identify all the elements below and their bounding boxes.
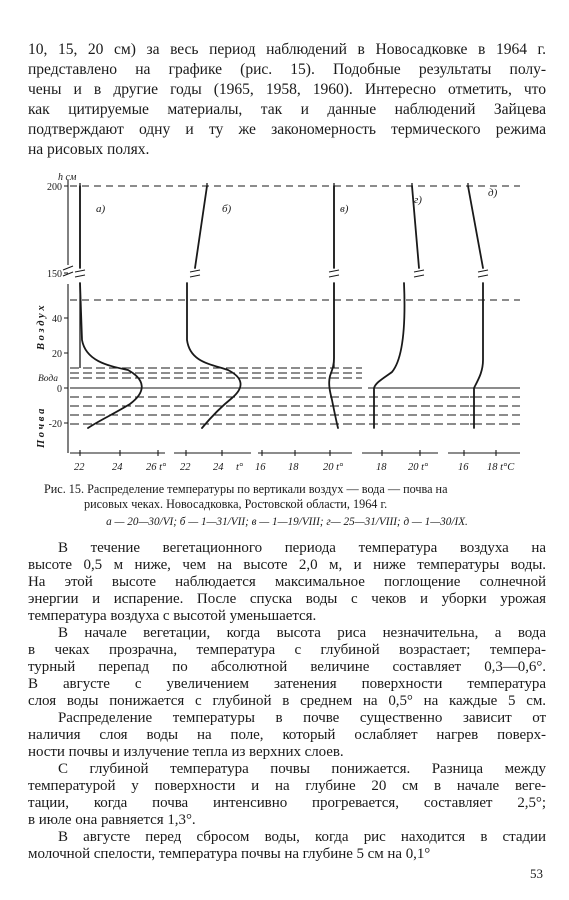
caption-line: рисовых чеках. Новосадковка, Ростовской области, 1964 г. xyxy=(84,497,388,511)
text-line: С глубиной температура почвы понижается. Разница между xyxy=(58,761,546,777)
x-tick-label: 18 t°С xyxy=(487,462,515,473)
panel-reference-lines xyxy=(80,183,468,368)
text-line: молочной спелости, температура почвы на глубине 5 см на 0,1° xyxy=(28,846,431,862)
text-line: температурой у поверхности и на глубине 20 см в начале веге- xyxy=(28,778,546,794)
text-line: тации, когда почва интенсивно прогревается, составляет 2,5°; xyxy=(28,795,546,811)
y-tick-label: 40 xyxy=(52,314,62,325)
text-line: представлено на графике (рис. 15). Подобные результаты полу- xyxy=(28,61,546,78)
text-line: наличия слоя воды на поле, который ослабляет нагрев поверх- xyxy=(28,727,546,743)
y-tick-label: 150 xyxy=(47,269,62,280)
text-line: ности почвы и излучение тепла из верхних слоев. xyxy=(28,744,344,760)
soil-axis-label: П о ч в а xyxy=(36,408,47,448)
x-tick-label: 16 xyxy=(255,462,266,473)
text-line: температура воздуха с высотой уменьшается. xyxy=(28,608,317,624)
y-tick-label: -20 xyxy=(48,419,62,430)
text-line: чены и в другие годы (1965, 1958, 1960). Интересно отметить, что xyxy=(28,81,546,98)
y-ticks xyxy=(64,186,68,423)
page-number: 53 xyxy=(530,866,543,881)
text-line: Распределение температуры в почве существенно зависит от xyxy=(58,710,546,726)
text-line: В августе перед сбросом воды, когда рис находится в стадии xyxy=(58,829,546,845)
text-line: высоте 0,5 м ниже, чем на высоте 2,0 м, и ниже температуры воды. xyxy=(28,557,546,573)
text-line: В августе с увеличением затенения поверхности температура xyxy=(28,676,546,692)
text-line: слоя воды понижается с глубиной в среднем на 0,5° на каждые 5 см. xyxy=(28,693,546,709)
y-axis-unit-label: h см xyxy=(58,172,77,183)
x-tick-labels xyxy=(74,462,515,473)
x-tick-label: 26 t° xyxy=(146,462,167,473)
axis-break-marks xyxy=(63,266,73,276)
x-tick-label: 18 xyxy=(288,462,299,473)
panel-label-b: б) xyxy=(222,203,232,215)
text-line: В течение вегетационного периода температура воздуха на xyxy=(58,540,546,556)
panel-label-a: а) xyxy=(96,203,106,215)
x-tick-label: t° xyxy=(236,462,244,473)
water-label: Вода xyxy=(38,374,58,384)
profile-e-upper xyxy=(468,186,483,268)
text-line: турный перепад по абсолютной величине составляет 0,3—0,6°. xyxy=(28,659,546,675)
text-line: 10, 15, 20 см) за весь период наблюдений в Новосадковке в 1964 г. xyxy=(28,41,546,58)
text-line: в июле она равняется 1,3°. xyxy=(28,812,196,828)
panel-label-e: д) xyxy=(488,187,498,199)
text-line: как цитируемые материалы, так и данные наблюдений Зайцева xyxy=(28,101,546,118)
water-layer-lines xyxy=(70,368,362,378)
panel-break-marks xyxy=(75,270,488,277)
x-tick-label: 16 xyxy=(458,462,469,473)
x-tick-label: 24 xyxy=(213,462,224,473)
y-tick-label: 0 xyxy=(57,384,62,395)
dashed-guides xyxy=(70,186,520,300)
air-axis-label: В о з д у х xyxy=(36,305,47,350)
text-line: на рисовых полях. xyxy=(28,141,150,158)
x-tick-label: 20 t° xyxy=(323,462,344,473)
x-axes xyxy=(70,450,520,456)
soil-layer-lines xyxy=(70,397,520,424)
x-tick-label: 20 t° xyxy=(408,462,429,473)
x-tick-label: 18 xyxy=(376,462,387,473)
text-line: В начале вегетации, когда высота риса незначительна, а вода xyxy=(58,625,546,641)
panel-label-d: г) xyxy=(414,194,422,206)
caption-line: Рис. 15. Распределение температуры по вертикали воздух — вода — почва на xyxy=(44,482,448,496)
x-tick-label: 22 xyxy=(180,462,191,473)
y-tick-label: 20 xyxy=(52,349,62,360)
profile-curves xyxy=(80,186,483,428)
text-line: подтверждают одну и ту же закономерность термического режима xyxy=(28,121,546,138)
temperature-profile-figure xyxy=(0,170,569,480)
text-line: в чеках прозрачна, температура с глубиной возрастает; темпера- xyxy=(28,642,546,658)
x-tick-label: 22 xyxy=(74,462,85,473)
caption-legend: а — 20—30/VI; б — 1—31/VII; в — 1—19/VIII; г— 25—31/VIII; д — 1—30/IX. xyxy=(106,516,468,528)
y-tick-label: 200 xyxy=(47,182,62,193)
panel-label-c: в) xyxy=(340,203,349,215)
x-tick-label: 24 xyxy=(112,462,123,473)
text-line: энергии и испарение. После спуска воды с чеков и уборки урожая xyxy=(28,591,546,607)
profile-b-upper xyxy=(195,186,207,268)
text-line: На этой высоте наблюдается максимальное поглощение солнечной xyxy=(28,574,546,590)
